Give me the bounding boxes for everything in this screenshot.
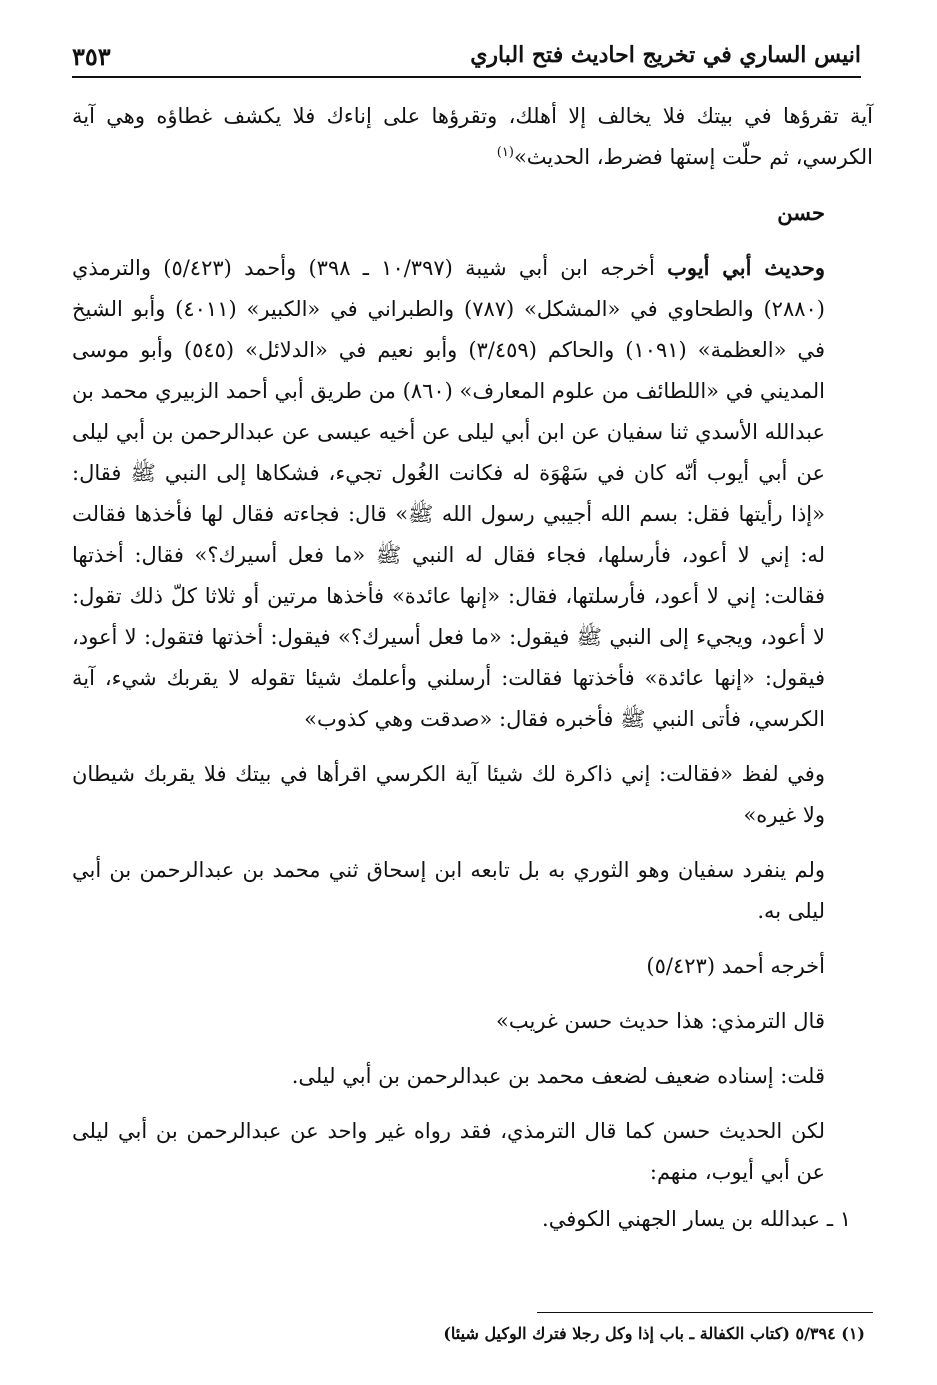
paragraph-abu-ayyub (72, 247, 873, 740)
page-number: ٣٥٣ (72, 42, 111, 71)
paragraph-text: آية تقرؤها في بيتك فلا يخالف إلا أهلك، وتقرؤها على إناءك فلا يكشف غطاؤه وهي آية الكرسي، ثم حلّت إستها فضرط، الحديث» (72, 104, 873, 169)
grade-label: حسن (777, 200, 825, 225)
paragraph-continuation (72, 96, 873, 178)
paragraph-lead: وحديث أبي أيوب (667, 255, 825, 280)
list-item-narrator: ١ ـ عبدالله بن يسار الجهني الكوفي. (542, 1207, 851, 1231)
page-body (72, 96, 873, 1240)
header-rule (72, 76, 861, 78)
page-header (72, 28, 861, 78)
paragraph-ahmad: أخرجه أحمد (٥/٤٢٣) (646, 954, 825, 978)
running-title: انيس الساري في تخريج احاديث فتح الباري (470, 42, 861, 68)
paragraph-corroboration: ولم ينفرد سفيان وهو الثوري به بل تابعه ابن إسحاق ثني محمد بن عبدالرحمن بن أبي ليلى به. (72, 858, 825, 923)
paragraph-conclusion: لكن الحديث حسن كما قال الترمذي، فقد رواه غير واحد عن عبدالرحمن بن أبي ليلى عن أبي أيوب، منهم: (72, 1119, 825, 1184)
footnote: (١) ٥/٣٩٤ (كتاب الكفالة ـ باب إذا وكل رجلا فترك الوكيل شيئا) (443, 1324, 865, 1343)
footnote-ref: (١) (496, 145, 514, 160)
paragraph-text: أخرجه ابن أبي شيبة (١٠/٣٩٧ ـ ٣٩٨) وأحمد (٥/٤٢٣) والترمذي (٢٨٨٠) والطحاوي في «المشكل» (٧٨٧) والطبراني في «الكبير» (٤٠١١) وأبو الشيخ في «العظمة» (١٠٩١) والحاكم (٣/٤٥٩) وأبو نعيم في «الدلائل» (٥٤٥) وأبو موسى المديني في «اللطائف من علوم المعارف» (٨٦٠) من طريق أبي أحمد الزبيري محمد بن عبدالله الأسدي ثنا سفيان عن ابن أبي ليلى عن أخيه عيسى عن عبدالرحمن بن أبي ليلى عن أبي أيوب أنّه كان في سَهْوَة له فكانت الغُول تجيء، فشكاها إلى النبي ﷺ فقال: «إذا رأيتها فقل: بسم الله أجيبي رسول الله ﷺ» قال: فجاءته فقال لها فأخذها فقالت له: إني لا أعود، فأرسلها، فجاء فقال له النبي ﷺ «ما فعل أسيرك؟» فقال: أخذتها فقالت: إني لا أعود، فأرسلتها، فقال: «إنها عائدة» فأخذها مرتين أو ثلاثا كلّ ذلك تقول: لا أعود، ويجيء إلى النبي ﷺ فيقول: «ما فعل أسيرك؟» فيقول: أخذتها فتقول: لا أعود، فيقول: «إنها عائدة» فأخذتها فقالت: أرسلني وأعلمك شيئا تقوله لا يقربك شيء، آية الكرسي، فأتى النبي ﷺ فأخبره فقال: «صدقت وهي كذوب» (72, 256, 825, 731)
paragraph-variant-wording: وفي لفظ «فقالت: إني ذاكرة لك شيئا آية الكرسي اقرأها في بيتك فلا يقربك شيطان ولا غيره» (72, 762, 825, 827)
paragraph-assessment: قلت: إسناده ضعيف لضعف محمد بن عبدالرحمن بن أبي ليلى. (291, 1064, 825, 1088)
footnote-separator (537, 1312, 873, 1313)
paragraph-tirmidhi: قال الترمذي: هذا حديث حسن غريب» (496, 1009, 825, 1033)
